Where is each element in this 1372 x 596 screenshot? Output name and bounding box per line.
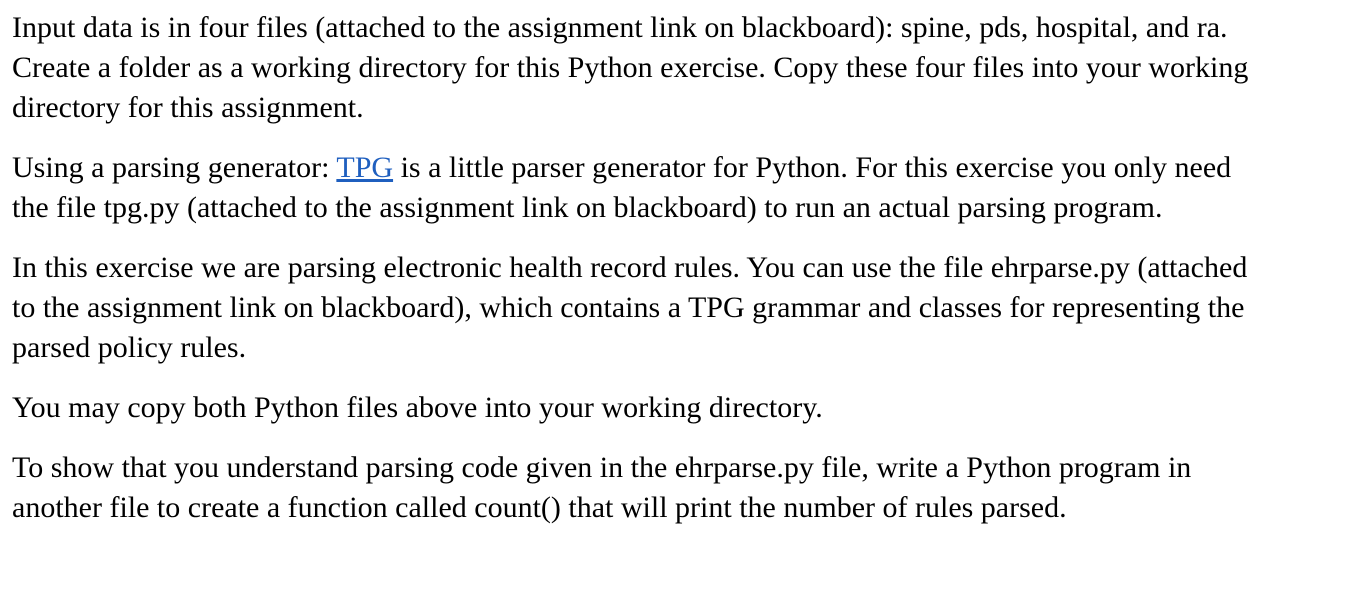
- paragraph-parsing-generator: [12, 148, 1262, 228]
- paragraph-parsing-generator-rest: is a little parser generator for Python. For this exercise you only need the file tpg.py (attached to the assignment link on blackboard) to run an actual parsing program.: [12, 151, 1232, 224]
- paragraph-count-function: To show that you understand parsing code given in the ehrparse.py file, write a Python program in another file to create a function called count() that will print the number of rules parsed.: [12, 451, 1192, 524]
- paragraph-ehr-rules: In this exercise we are parsing electronic health record rules. You can use the file ehrparse.py (attached to the assignment link on blackboard), which contains a TPG grammar and classes for representing the parsed policy rules.: [12, 251, 1248, 364]
- document-body: [12, 8, 1262, 548]
- paragraph-copy-files: You may copy both Python files above into your working directory.: [12, 391, 823, 424]
- tpg-link[interactable]: TPG: [336, 151, 394, 184]
- paragraph-input-data: Input data is in four files (attached to the assignment link on blackboard): spine, pds, hospital, and ra. Create a folder as a working directory for this Python exercise. Copy these four files into your working directory for this assignment.: [12, 11, 1249, 124]
- paragraph-parsing-generator-intro: Using a parsing generator:: [12, 151, 337, 184]
